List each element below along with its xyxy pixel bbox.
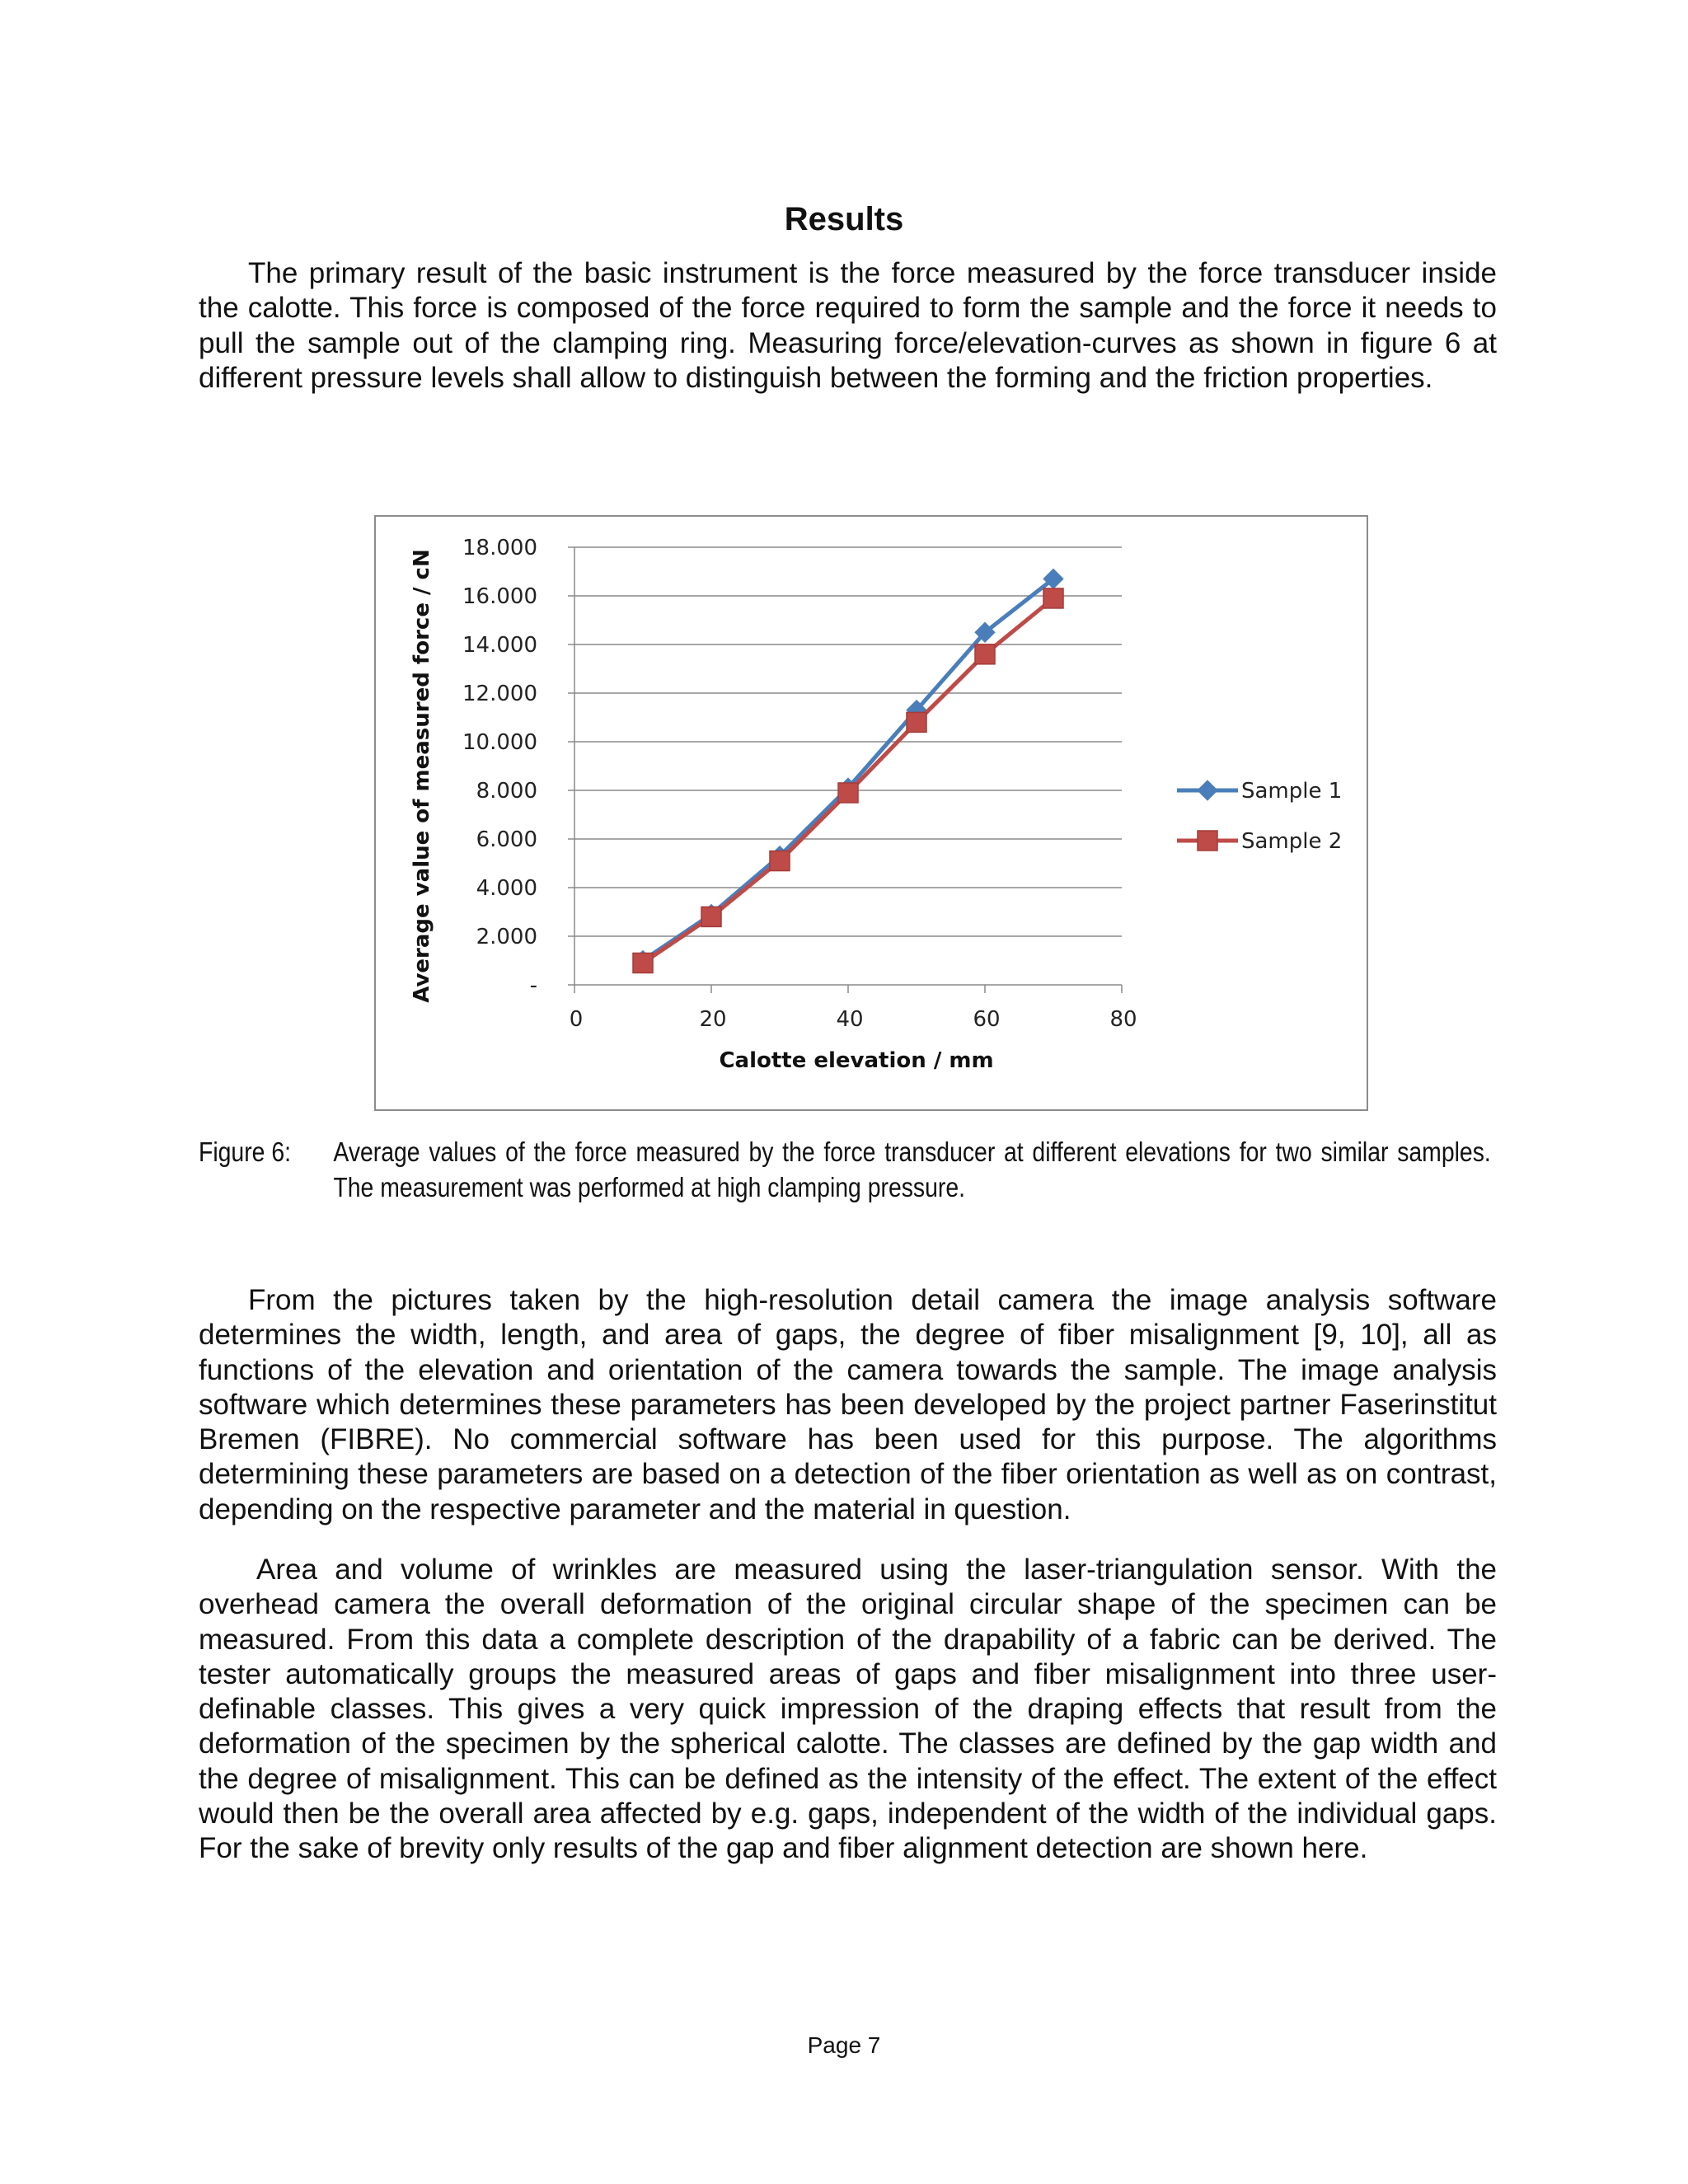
y-tick-label: 16.000 bbox=[462, 584, 537, 609]
y-tick-label: 4.000 bbox=[476, 876, 537, 901]
data-point-series-2 bbox=[838, 783, 858, 803]
series-line-1 bbox=[643, 579, 1053, 960]
y-tick-label: - bbox=[529, 973, 537, 998]
legend-label-2: Sample 2 bbox=[1241, 829, 1343, 854]
paragraph-wrinkles: Area and volume of wrinkles are measured using the laser-triangulation sensor. With the overhead camera the overall deformation of the original circular shape of the specimen can be measured. From this data a complete description of the drapability of a fabric can be derived. The tester automatically groups the measured areas of gaps and fiber misalignment into three user-definable classes. This gives a very quick impression of the draping effects that result from the deformation of the specimen by the spherical calotte. The classes are defined by the gap width and the degree of misalignment. This can be defined as the intensity of the effect. The extent of the effect would then be the overall area affected by e.g. gaps, independent of the width of the individual gaps. For the sake of brevity only results of the gap and fiber alignment detection are shown here. bbox=[199, 1554, 1497, 1865]
y-tick-label: 12.000 bbox=[462, 682, 537, 706]
section-title: Results bbox=[784, 201, 904, 237]
legend-marker-1 bbox=[1198, 780, 1217, 800]
x-tick-label: 40 bbox=[836, 1007, 864, 1032]
figure-caption-text: Average values of the force measured by the force transducer at different elevations for two similar samples. The measurement was performed at high clamping pressure. bbox=[333, 1137, 1491, 1202]
y-tick-label: 10.000 bbox=[462, 730, 537, 755]
x-axis-title: Calotte elevation / mm bbox=[719, 1048, 994, 1073]
legend-label-1: Sample 1 bbox=[1241, 779, 1343, 804]
data-point-series-2 bbox=[701, 907, 721, 926]
paragraph-image-analysis: From the pictures taken by the high-resolution detail camera the image analysis software determines the width, length, and area of gaps, the degree of fiber misalignment [9, 10], all as functions of the elevation and orientation of the camera towards the sample. The image analysis software which determines these parameters has been developed by the project partner Faserinstitut Bremen (FIBRE). No commercial software has been used for this purpose. The algorithms determining these parameters are based on a detection of the fiber orientation as well as on contrast, depending on the respective parameter and the material in question. bbox=[199, 1284, 1497, 1526]
y-tick-label: 14.000 bbox=[462, 633, 537, 658]
y-tick-label: 2.000 bbox=[476, 925, 537, 949]
y-tick-label: 6.000 bbox=[476, 827, 537, 852]
line-chart bbox=[376, 517, 1370, 1113]
x-tick-label: 20 bbox=[699, 1007, 727, 1032]
data-point-series-2 bbox=[1043, 588, 1063, 608]
figure-chart bbox=[374, 515, 1368, 1111]
y-axis-title: Average value of measured force / cN bbox=[410, 549, 434, 1003]
data-point-series-2 bbox=[975, 644, 995, 664]
x-tick-label: 60 bbox=[973, 1007, 1001, 1032]
legend-marker-2 bbox=[1198, 831, 1217, 851]
y-tick-label: 8.000 bbox=[476, 779, 537, 804]
figure-label: Figure 6: bbox=[199, 1137, 292, 1167]
x-tick-label: 80 bbox=[1109, 1007, 1137, 1032]
page-number: Page 7 bbox=[807, 2032, 881, 2058]
x-tick-label: 0 bbox=[569, 1007, 584, 1032]
data-point-series-2 bbox=[907, 712, 926, 732]
data-point-series-2 bbox=[770, 851, 790, 871]
paragraph-intro: The primary result of the basic instrument is the force measured by the force transducer inside the calotte. This force is composed of the force required to form the sample and the force it needs to pull the sample out of the clamping ring. Measuring force/elevation-curves as shown in figure 6 at different pressure levels shall allow to distinguish between the forming and the friction properties. bbox=[199, 257, 1497, 394]
y-tick-label: 18.000 bbox=[462, 536, 537, 560]
data-point-series-2 bbox=[633, 953, 653, 972]
